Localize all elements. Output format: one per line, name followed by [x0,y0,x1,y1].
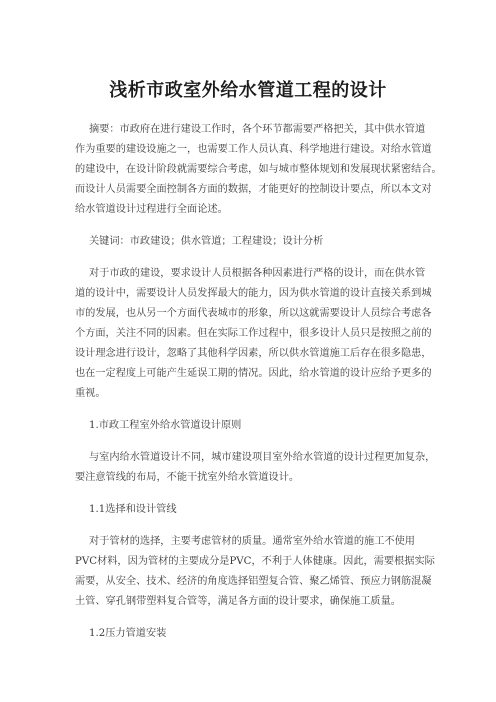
intro-line: 对于市政的建设，要求设计人员根据各种因素进行严格的设计，而在供水管 [89,268,426,279]
intro-line: 市的发展，也从另一个方面代表城市的形象，所以这就需要设计人员综合考虑各 [75,308,432,319]
section1-1-line: 土管、穿孔钢带塑料复合管等，满足各方面的设计要求，确保施工质量。 [75,596,401,607]
intro-line: 重视。 [75,388,106,399]
intro-line: 个方面，关注不同的因素。但在实际工作过程中，很多设计人员只是按照之前的 [75,328,432,339]
abstract-line: 而设计人员需要全面控制各方面的数据，才能更好的控制设计要点，所以本文对 [75,184,432,195]
abstract-line: 摘要：市政府在进行建设工作时，各个环节都需要严格把关，其中供水管道 [89,124,426,135]
subsection-heading: 1.1选择和设计管线 [89,504,177,515]
section1-1-line: 对于管材的选择，主要考虑管材的质量。通常室外给水管道的施工不使用 [89,536,415,547]
section-heading: 1.市政工程室外给水管道设计原则 [89,420,242,431]
abstract-line: 作为重要的建设设施之一，也需要工作人员认真、科学地进行建设。对给水管道 [75,144,432,155]
intro-line: 也在一定程度上可能产生延误工期的情况。因此，给水管道的设计应给予更多的 [75,368,432,379]
intro-line: 道的设计中，需要设计人员发挥最大的能力，因为供水管道的设计直接关系到城 [75,288,432,299]
keywords-line: 关键词：市政建设；供水管道；工程建设；设计分析 [89,236,324,247]
section1-line: 与室内给水管道设计不同，城市建设项目室外给水管道的设计过程更加复杂， [89,452,436,463]
abstract-line: 给水管道设计过程进行全面论述。 [75,204,228,215]
section1-1-line: PVC材料，因为管材的主要成分是PVC，不利于人体健康。因此，需要根据实际 [75,556,435,567]
intro-line: 设计理念进行设计，忽略了其他科学因素，所以供水管道施工后存在很多隐患， [75,348,432,359]
section1-1-line: 需要，从安全、技术、经济的角度选择铝塑复合管、聚乙烯管、预应力钢筋混凝 [75,576,432,587]
section1-line: 要注意管线的布局，不能干扰室外给水管道设计。 [75,472,300,483]
subsection-heading: 1.2压力管道安装 [89,628,167,639]
abstract-line: 的建设中，在设计阶段就需要综合考虑，如与城市整体规划和发展现状紧密结合。 [75,164,442,175]
document-title: 浅析市政室外给水管道工程的设计 [109,80,387,101]
